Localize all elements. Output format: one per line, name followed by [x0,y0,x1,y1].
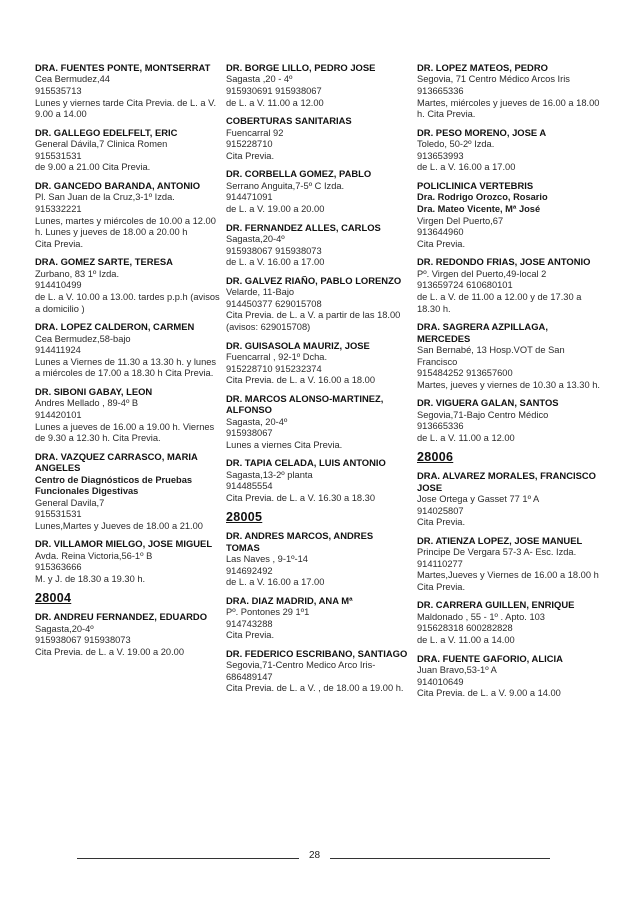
entry-phone: 914025807 [417,505,464,516]
entry-address: Cea Bermudez,44 [35,74,110,85]
entry-address: General Dávila,7 Clinica Romen [35,139,168,150]
doctor-name: DR. SIBONI GABAY, LEON [35,386,153,398]
entry-schedule: de L. a V. 11.00 a 14.00 [417,635,515,646]
doctor-name: DRA. ALVAREZ MORALES, FRANCISCO JOSE [417,471,596,494]
entry-address: Juan Bravo,53-1º A [417,665,497,676]
entry-schedule: de L. a V. 11.00 a 12.00 [417,432,515,443]
footer-rule-right [330,858,550,859]
doctor-name: DR. GALLEGO EDELFELT, ERIC [35,127,178,139]
entry-address: Avda. Reina Victoria,56-1º B [35,550,153,561]
entry-schedule: Lunes a Viernes de 11.30 a 13.30 h. y lunes a miércoles de 17.00 a 18.30 h Cita Previa. [35,356,217,379]
entry-phone: 915930691 915938067 [226,86,322,96]
entry-schedule: Martes, jueves y viernes de 10.30 a 13.30 h. [417,379,600,390]
entry-phone: 686489147 [226,671,273,682]
entry-address: Andres Mellado , 89-4º B [35,398,139,409]
entry-schedule: de L. a V. 16.00 a 17.00 [226,257,325,268]
entry-phone: 915531531 [35,509,82,520]
entry-phone: 914743288 [226,618,273,629]
entry-schedule: Cita Previa. [35,238,84,249]
entry-address: Serrano Anguita,7-5º C Izda. [226,180,345,191]
doctor-entry [417,654,603,700]
doctor-name: DR. GALVEZ RIAÑO, PABLO LORENZO [226,275,402,287]
doctor-entry [35,128,221,174]
entry-address: Jose Ortega y Gasset 77 1º A [417,493,540,504]
entry-phone: 913653993 [417,150,464,161]
entry-address: Maldonado , 55 - 1º . Apto. 103 [417,611,545,622]
entry-address: Velarde, 11-Bajo [226,287,295,298]
entry-schedule: de L. a V. 19.00 a 20.00 [226,203,325,214]
doctor-entry [226,276,412,334]
entry-schedule: Lunes,Martes y Jueves de 18.00 a 21.00 [35,520,203,531]
entry-address: Sagasta ,20 - 4º [226,74,293,85]
doctor-entry [417,536,603,594]
entry-phone: 914450377 629015708 [226,298,322,309]
doctor-entry [226,531,412,589]
entry-address: Fuencarral 92 [226,127,284,138]
entry-schedule: de L. a V. 16.00 a 17.00 [417,162,516,173]
doctor-entry [226,63,412,109]
doctor-entry [226,458,412,504]
postal-code-heading: 28006 [417,449,454,464]
doctor-name: DR. CARRERA GUILLEN, ENRIQUE [417,600,575,612]
entry-subtitle: Centro de Diagnósticos de Pruebas Funcionales Digestivas [35,474,193,497]
entry-schedule: Lunes a viernes Cita Previa. [226,439,343,450]
doctor-entry [417,398,603,444]
entry-subtitle: Dra. Mateo Vicente, Mª José [417,203,541,214]
entry-address: Las Naves , 9-1º-14 [226,553,308,564]
doctor-name: DR. GUISASOLA MAURIZ, JOSE [226,340,370,352]
doctor-entry [417,471,603,529]
entry-schedule: de L. a V. de 11.00 a 12.00 y de 17.30 a 18.30 h. [417,291,582,314]
doctor-entry [417,600,603,646]
entry-phone: 914410499 [35,280,82,291]
entry-phone: 915938067 [226,428,273,439]
doctor-entry [35,539,221,585]
entry-schedule: Cita Previa. de L. a V. 16.30 a 18.30 [226,492,376,503]
directory-column-1 [35,63,221,665]
doctor-name: DR. LOPEZ MATEOS, PEDRO [417,63,548,74]
entry-schedule: de L. a V. 16.00 a 17.00 [226,577,325,588]
entry-address: Segovia,71-Bajo Centro Médico [417,409,549,420]
doctor-name: DR. PESO MORENO, JOSE A [417,127,547,139]
entry-phone: 915363666 [35,562,82,573]
entry-phone: 914110277 [417,558,463,569]
entry-schedule: de 9.00 a 21.00 Cita Previa. [35,162,151,173]
entry-address: Toledo, 50-2º Izda. [417,139,495,150]
doctor-name: DRA. FUENTES PONTE, MONTSERRAT [35,63,211,74]
directory-column-3 [417,63,603,707]
page-number: 28 [308,850,321,861]
entry-address: Sagasta, 20-4º [226,416,288,427]
entry-address: Pl. San Juan de la Cruz,3-1º Izda. [35,192,175,203]
doctor-entry [226,223,412,269]
entry-phone: 914411924 [35,345,81,356]
doctor-name: DRA. VAZQUEZ CARRASCO, MARIA ANGELES [35,451,198,475]
doctor-name: DR. BORGE LILLO, PEDRO JOSE [226,63,376,74]
doctor-name: DR. ANDREU FERNANDEZ, EDUARDO [35,612,208,624]
doctor-entry [417,128,603,174]
entry-address: San Bernabé, 13 Hosp.VOT de San Francisco [417,344,565,367]
postal-code-heading: 28004 [35,590,72,605]
doctor-name: DRA. FUENTE GAFORIO, ALICIA [417,653,563,665]
entry-schedule: Cita Previa. de L. a V. a partir de las 18.00 (avisos: 629015708) [226,310,401,332]
doctor-name: DR. VIGUERA GALAN, SANTOS [417,398,559,410]
doctor-name: DRA. GOMEZ SARTE, TERESA [35,257,173,269]
entry-schedule: Lunes y viernes tarde Cita Previa. de L. a V. 9.00 a 14.00 [35,97,217,120]
doctor-entry [35,387,221,445]
doctor-name: DRA. LOPEZ CALDERON, CARMEN [35,322,195,334]
doctor-entry [226,116,412,162]
entry-schedule: Cita Previa. [226,150,275,161]
entry-schedule: Cita Previa. [417,238,466,249]
entry-address: Cea Bermudez,58-bajo [35,333,131,344]
entry-phone: 914420101 [35,409,82,420]
entry-schedule: de L. a V. 11.00 a 12.00 [226,97,324,108]
entry-phone: 915938067 915938073 [35,635,131,646]
entry-address: Pº. Virgen del Puerto,49-local 2 [417,268,547,279]
entry-schedule: Lunes a jueves de 16.00 a 19.00 h. Viernes de 9.30 a 12.30 h. Cita Previa. [35,421,215,444]
entry-address: Pº. Pontones 29 1º1 [226,607,310,618]
entry-schedule: de L. a V. 10.00 a 13.00. tardes p.p.h (avisos a domicilio ) [35,291,220,314]
directory-column-2 [226,63,412,702]
entry-schedule: Martes,Jueves y Viernes de 16.00 a 18.00 h Cita Previa. [417,570,599,592]
doctor-name: DR. VILLAMOR MIELGO, JOSE MIGUEL [35,539,213,551]
doctor-name: DR. MARCOS ALONSO-MARTINEZ, ALFONSO [226,393,384,417]
entry-phone: 914471091 [226,192,273,203]
entry-phone: 915531531 [35,150,82,161]
entry-phone: 913665336 [417,86,464,96]
entry-schedule: Cita Previa. de L. a V. 19.00 a 20.00 [35,646,185,657]
entry-phone: 915628318 600282828 [417,623,513,634]
entry-address: General Davila,7 [35,497,105,508]
doctor-name: DR. CORBELLA GOMEZ, PABLO [226,169,372,181]
doctor-name: DR. ATIENZA LOPEZ, JOSE MANUEL [417,535,583,547]
doctor-name: DRA. DIAZ MADRID, ANA Mª [226,595,353,607]
entry-phone: 913659724 610680101 [417,280,513,291]
entry-phone: 913665336 [417,421,464,432]
doctor-entry [35,257,221,315]
entry-address: Sagasta,20-4º [35,623,94,634]
entry-address: Segovia, 71 Centro Médico Arcos Iris [417,74,570,85]
entry-phone: 915938067 915938073 [226,245,322,256]
footer-rule-left [77,858,299,859]
doctor-name: DR. REDONDO FRIAS, JOSE ANTONIO [417,257,591,269]
entry-address: Segovia,71-Centro Medico Arco Iris- [226,660,376,671]
entry-schedule: Cita Previa. de L. a V. 9.00 a 14.00 [417,688,561,699]
entry-phone: 915484252 913657600 [417,368,513,379]
entry-schedule: Cita Previa. de L. a V. , de 18.00 a 19.00 h. [226,683,404,694]
entry-schedule: Cita Previa. [417,517,466,528]
entry-address: Principe De Vergara 57-3 A- Esc. Izda. [417,547,577,558]
doctor-entry [417,63,603,121]
doctor-entry [417,322,603,391]
doctor-entry [226,596,412,642]
doctor-name: DRA. SAGRERA AZPILLAGA, MERCEDES [417,322,548,345]
doctor-name: DR. FERNANDEZ ALLES, CARLOS [226,222,381,234]
entry-address: Sagasta,13-2º planta [226,469,313,480]
entry-schedule: M. y J. de 18.30 a 19.30 h. [35,574,146,585]
entry-phone: 914485554 [226,481,273,492]
doctor-entry [417,257,603,315]
entry-schedule: Cita Previa. de L. a V. 16.00 a 18.00 [226,375,376,386]
entry-schedule: Cita Previa. [226,630,275,641]
entry-schedule: Martes, miércoles y jueves de 16.00 a 18.00 h. Cita Previa. [417,97,600,120]
doctor-entry [35,63,221,121]
entry-subtitle: Dra. Rodrigo Orozco, Rosario [417,192,548,203]
entry-address: Sagasta,20-4º [226,233,285,244]
doctor-entry [35,181,221,250]
entry-phone: 914010649 [417,676,464,687]
doctor-name: COBERTURAS SANITARIAS [226,116,352,128]
entry-phone: 914692492 [226,565,273,576]
entry-address: Virgen Del Puerto,67 [417,215,504,226]
entry-schedule: Lunes, martes y miércoles de 10.00 a 12.00 h. Lunes y jueves de 18.00 a 20.00 h [35,215,216,238]
entry-phone: 915228710 915232374 [226,363,322,374]
doctor-entry [226,169,412,215]
doctor-entry [226,649,412,695]
entry-phone: 915535713 [35,86,82,96]
doctor-name: DR. FEDERICO ESCRIBANO, SANTIAGO [226,648,408,660]
doctor-name: POLICLINICA VERTEBRIS [417,180,534,192]
doctor-entry [35,452,221,533]
entry-phone: 913644960 [417,227,464,238]
doctor-entry [417,181,603,250]
doctor-name: DR. TAPIA CELADA, LUIS ANTONIO [226,458,386,470]
doctor-entry [226,341,412,387]
entry-address: Zurbano, 83 1º Izda. [35,268,120,279]
entry-phone: 915332221 [35,203,82,214]
entry-phone: 915228710 [226,139,273,150]
doctor-entry [35,612,221,658]
postal-code-heading: 28005 [226,509,263,524]
entry-address: Fuencarral , 92-1º Dcha. [226,351,328,362]
doctor-entry [35,322,221,380]
doctor-name: DR. GANCEDO BARANDA, ANTONIO [35,180,201,192]
doctor-entry [226,394,412,452]
doctor-name: DR. ANDRES MARCOS, ANDRES TOMAS [226,531,374,554]
